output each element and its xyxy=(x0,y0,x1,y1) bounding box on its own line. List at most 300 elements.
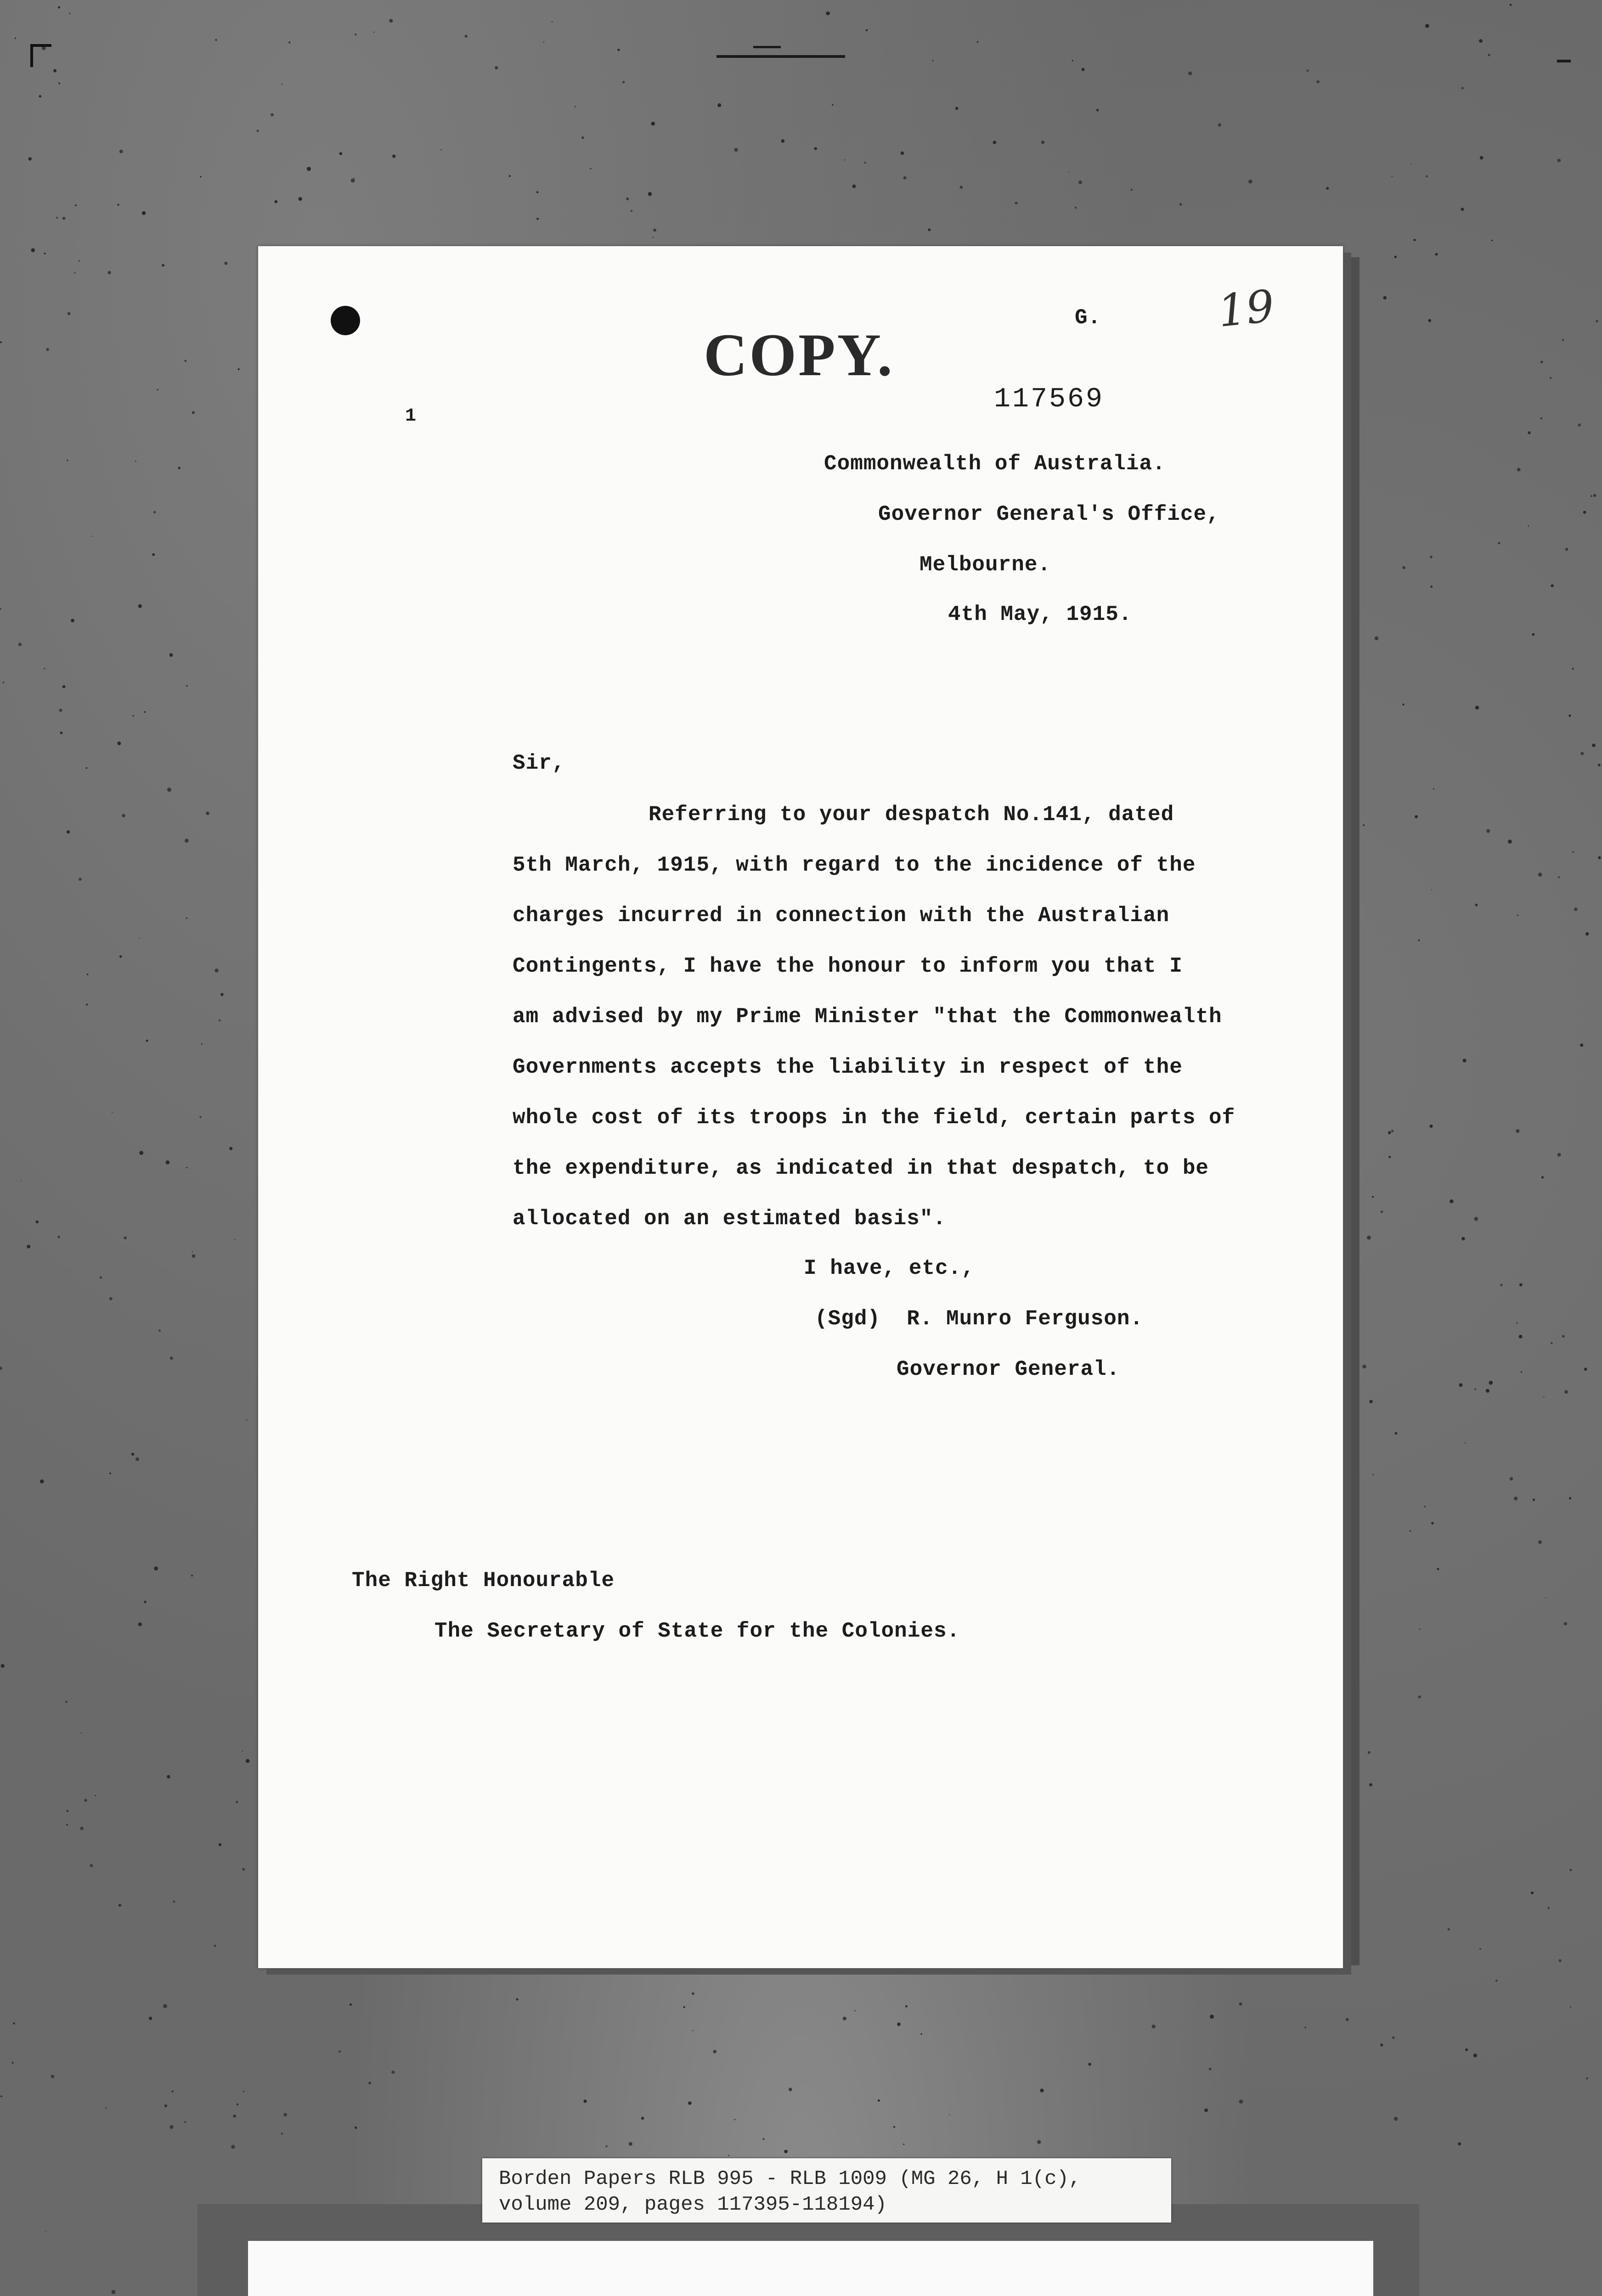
film-speck xyxy=(75,204,77,206)
film-speck xyxy=(144,1601,146,1603)
film-speck xyxy=(118,1904,121,1907)
film-mark xyxy=(753,46,781,48)
film-speck xyxy=(191,1575,193,1577)
film-speck xyxy=(214,968,218,972)
film-speck xyxy=(1210,2015,1214,2019)
film-speck xyxy=(1508,839,1512,844)
film-speck xyxy=(1041,141,1045,144)
film-speck xyxy=(864,162,866,163)
film-speck xyxy=(1,1664,5,1668)
date-line: 4th May, 1915. xyxy=(948,602,1132,626)
film-speck xyxy=(355,34,357,35)
film-speck xyxy=(117,742,121,745)
film-speck xyxy=(626,197,629,200)
film-speck xyxy=(158,1329,161,1332)
film-speck xyxy=(79,878,81,881)
film-speck xyxy=(590,168,591,169)
film-speck xyxy=(149,2017,152,2020)
film-speck xyxy=(622,81,625,83)
film-speck xyxy=(852,185,856,188)
film-speck xyxy=(146,1040,148,1042)
film-speck xyxy=(169,653,173,657)
film-mark xyxy=(716,55,845,58)
film-speck xyxy=(131,1453,134,1456)
film-speck xyxy=(1572,668,1574,670)
film-speck xyxy=(108,271,111,274)
film-speck xyxy=(1473,2054,1477,2057)
film-speck xyxy=(1474,1217,1478,1221)
film-speck xyxy=(44,253,46,254)
film-speck xyxy=(338,2050,341,2053)
film-speck xyxy=(392,155,395,158)
film-speck xyxy=(1580,752,1584,755)
film-speck xyxy=(509,175,511,177)
sheet-shadow xyxy=(1343,257,1359,1965)
film-speck xyxy=(200,1116,202,1118)
film-speck xyxy=(91,536,92,537)
film-speck xyxy=(59,709,62,712)
film-speck xyxy=(1565,548,1568,551)
film-speck xyxy=(692,1992,694,1995)
film-speck xyxy=(581,136,584,139)
film-speck xyxy=(1551,584,1554,587)
film-speck xyxy=(186,1167,187,1168)
film-speck xyxy=(1410,1530,1411,1532)
film-speck xyxy=(605,2145,607,2147)
film-speck xyxy=(1096,109,1099,112)
film-speck xyxy=(1598,764,1601,766)
film-speck xyxy=(1204,2109,1208,2112)
folio-number: 19 xyxy=(1215,280,1277,338)
film-speck xyxy=(58,82,60,84)
film-speck xyxy=(100,1276,102,1278)
film-speck xyxy=(1037,2140,1041,2144)
film-speck xyxy=(21,1181,22,1182)
film-speck xyxy=(167,788,171,792)
film-speck xyxy=(1394,256,1397,258)
film-speck xyxy=(993,141,997,144)
film-speck xyxy=(1179,203,1182,206)
film-speck xyxy=(1574,907,1577,911)
film-speck xyxy=(1532,633,1535,636)
film-speck xyxy=(53,69,56,72)
film-speck xyxy=(214,1945,216,1947)
film-speck xyxy=(955,107,959,110)
film-speck xyxy=(246,1759,250,1763)
film-speck xyxy=(1465,2048,1468,2051)
film-speck xyxy=(1424,1506,1426,1508)
film-speck xyxy=(1591,495,1592,497)
film-speck xyxy=(3,682,5,684)
film-speck xyxy=(1383,296,1387,300)
film-speck xyxy=(57,1236,60,1238)
film-speck xyxy=(271,113,274,117)
film-speck xyxy=(905,2005,908,2008)
film-speck xyxy=(960,186,963,189)
film-speck xyxy=(69,13,70,14)
film-speck xyxy=(516,1998,519,2001)
film-speck xyxy=(40,1480,44,1484)
film-speck xyxy=(351,179,355,183)
reference-caption xyxy=(482,2158,1171,2223)
film-speck xyxy=(138,1622,142,1626)
film-speck xyxy=(1218,123,1221,126)
film-speck xyxy=(144,711,146,713)
film-speck xyxy=(167,1775,170,1778)
film-speck xyxy=(1015,202,1018,204)
film-speck xyxy=(122,814,125,817)
film-speck xyxy=(583,2099,587,2103)
film-speck xyxy=(238,368,240,370)
film-speck xyxy=(117,204,119,206)
corner-crop-mark xyxy=(30,44,51,67)
film-speck xyxy=(1486,829,1490,833)
film-speck xyxy=(246,1419,248,1421)
film-speck xyxy=(224,262,227,265)
film-speck xyxy=(495,66,498,69)
film-speck xyxy=(1239,2003,1242,2006)
film-speck xyxy=(15,37,17,39)
film-speck xyxy=(1375,636,1379,641)
film-speck xyxy=(80,1827,83,1830)
film-speck xyxy=(1547,1907,1550,1909)
film-speck xyxy=(1078,180,1082,184)
film-speck xyxy=(1239,2099,1243,2104)
film-speck xyxy=(1557,1153,1561,1157)
film-speck xyxy=(575,106,576,107)
film-speck xyxy=(1369,1400,1372,1403)
film-speck xyxy=(1495,1980,1498,1982)
film-speck xyxy=(1326,187,1329,190)
film-speck xyxy=(185,360,187,362)
film-speck xyxy=(631,210,632,212)
caption-line: Borden Papers RLB 995 - RLB 1009 (MG 26, H 1(c), xyxy=(499,2167,1081,2190)
film-speck xyxy=(1403,703,1405,705)
film-speck xyxy=(1572,851,1574,853)
film-speck xyxy=(1437,1568,1439,1570)
film-speck xyxy=(1500,1284,1502,1286)
film-speck xyxy=(27,1245,30,1249)
film-speck xyxy=(1541,1176,1544,1178)
film-speck xyxy=(1558,876,1560,878)
film-speck xyxy=(39,95,41,97)
film-speck xyxy=(164,2105,167,2107)
film-speck xyxy=(1369,1783,1372,1786)
film-speck xyxy=(1598,856,1601,859)
film-speck xyxy=(354,178,355,179)
body-line: Referring to your despatch No.141, dated xyxy=(649,803,1174,827)
film-speck xyxy=(1479,1948,1481,1950)
film-speck xyxy=(1431,1522,1434,1525)
film-speck xyxy=(243,2091,244,2092)
film-speck xyxy=(124,1237,126,1239)
film-speck xyxy=(62,217,66,220)
film-speck xyxy=(1521,1371,1522,1373)
addressee-line: The Secretary of State for the Colonies. xyxy=(434,1619,960,1643)
film-speck xyxy=(1448,1928,1450,1930)
film-speck xyxy=(1075,207,1077,208)
film-speck xyxy=(903,176,907,180)
film-speck xyxy=(651,122,655,126)
film-speck xyxy=(66,1810,68,1812)
copy-stamp: COPY. xyxy=(704,321,894,388)
film-speck xyxy=(163,2004,167,2008)
film-speck xyxy=(1305,2027,1306,2028)
film-speck xyxy=(1538,872,1542,877)
film-speck xyxy=(119,150,123,153)
body-line: allocated on an estimated basis". xyxy=(513,1207,946,1231)
film-speck xyxy=(215,39,217,41)
film-speck xyxy=(132,715,134,717)
film-speck xyxy=(1082,68,1085,71)
film-speck xyxy=(1392,176,1393,177)
film-speck xyxy=(1533,1499,1535,1501)
film-speck xyxy=(95,1795,96,1796)
film-speck xyxy=(231,2145,235,2149)
body-line: whole cost of its troops in the field, certain parts of xyxy=(513,1106,1235,1130)
film-speck xyxy=(105,2107,107,2109)
film-speck xyxy=(233,2115,236,2118)
film-speck xyxy=(734,2119,735,2120)
film-speck xyxy=(184,2121,186,2123)
film-speck xyxy=(237,2104,238,2105)
film-speck xyxy=(928,228,931,231)
film-speck xyxy=(60,732,63,734)
body-line: am advised by my Prime Minister "that the Commonwealth xyxy=(513,1005,1222,1029)
punch-hole xyxy=(331,306,360,335)
film-speck xyxy=(1428,319,1431,322)
addressee-line: The Right Honourable xyxy=(352,1569,615,1593)
film-speck xyxy=(1461,87,1464,89)
body-line: Contingents, I have the honour to inform you that I xyxy=(513,954,1183,978)
film-speck xyxy=(229,1147,232,1150)
film-speck xyxy=(1463,1059,1467,1063)
film-speck xyxy=(1367,1236,1371,1240)
film-speck xyxy=(1209,2068,1212,2071)
film-speck xyxy=(109,1297,113,1300)
film-speck xyxy=(170,1356,173,1360)
film-speck xyxy=(1433,788,1434,789)
film-speck xyxy=(728,2155,729,2156)
film-speck xyxy=(1519,1283,1523,1286)
film-speck xyxy=(186,685,187,687)
caption-line: volume 209, pages 117395-118194) xyxy=(499,2193,887,2216)
film-speck xyxy=(949,2114,950,2115)
film-speck xyxy=(31,248,35,253)
film-speck xyxy=(878,2099,880,2102)
film-speck xyxy=(45,2231,46,2232)
film-speck xyxy=(1431,889,1432,890)
film-speck xyxy=(1538,1540,1542,1544)
film-speck xyxy=(1540,417,1542,420)
film-speck xyxy=(1413,239,1416,241)
film-speck xyxy=(74,272,76,274)
film-speck xyxy=(1418,1695,1421,1698)
film-speck xyxy=(1580,1043,1583,1047)
film-speck xyxy=(1583,511,1586,514)
film-speck xyxy=(1372,1196,1374,1198)
film-speck xyxy=(1578,423,1581,426)
film-speck xyxy=(0,608,1,610)
film-speck xyxy=(169,2125,173,2129)
film-speck xyxy=(139,938,140,939)
film-speck xyxy=(51,2075,54,2078)
film-speck xyxy=(86,767,88,769)
film-speck xyxy=(1510,4,1512,6)
film-speck xyxy=(641,2117,644,2120)
film-speck xyxy=(1394,2117,1398,2121)
film-speck xyxy=(1584,1367,1587,1371)
film-speck xyxy=(781,139,785,143)
film-speck xyxy=(1188,72,1192,75)
film-speck xyxy=(192,411,195,414)
film-speck xyxy=(1040,2088,1044,2092)
film-speck xyxy=(1596,320,1598,322)
film-speck xyxy=(1550,377,1552,379)
film-speck xyxy=(67,830,70,833)
film-speck xyxy=(1559,1959,1562,1962)
film-speck xyxy=(648,192,652,196)
film-speck xyxy=(71,619,74,623)
film-speck xyxy=(1316,80,1320,84)
letter-marker: G. xyxy=(1075,306,1101,330)
film-speck xyxy=(1528,525,1529,527)
film-speck xyxy=(67,460,68,461)
film-speck xyxy=(921,2033,922,2035)
film-speck xyxy=(0,2095,2,2097)
film-speck xyxy=(1380,2043,1383,2046)
film-speck xyxy=(1346,2018,1349,2021)
signature: (Sgd) R. Munro Ferguson. xyxy=(815,1307,1144,1331)
film-speck xyxy=(1557,159,1561,162)
film-speck xyxy=(692,2030,693,2031)
film-speck xyxy=(1568,715,1571,717)
film-speck xyxy=(18,643,22,646)
film-speck xyxy=(154,1566,158,1570)
film-speck xyxy=(0,341,2,343)
film-speck xyxy=(1402,566,1405,569)
film-speck xyxy=(652,236,654,238)
film-speck xyxy=(62,685,66,688)
body-line: the expenditure, as indicated in that despatch, to be xyxy=(513,1156,1209,1180)
film-speck xyxy=(1517,468,1521,472)
film-speck xyxy=(1388,1131,1391,1134)
film-speck xyxy=(845,159,846,160)
film-speck xyxy=(1362,1365,1366,1368)
film-speck xyxy=(86,1003,88,1006)
film-speck xyxy=(178,467,181,469)
film-speck xyxy=(200,176,201,177)
film-speck xyxy=(153,511,156,513)
film-speck xyxy=(1068,171,1069,172)
film-speck xyxy=(275,200,278,203)
film-speck xyxy=(1430,556,1433,558)
film-speck xyxy=(536,218,539,220)
body-line: 5th March, 1915, with regard to the incidence of the xyxy=(513,853,1196,877)
film-speck xyxy=(854,2010,856,2012)
film-speck xyxy=(688,2101,692,2105)
body-line: Governments accepts the liability in respect of the xyxy=(513,1055,1183,1079)
film-speck xyxy=(465,35,468,38)
film-speck xyxy=(307,167,311,171)
film-speck xyxy=(1419,1628,1421,1630)
body-line: charges incurred in connection with the Australian xyxy=(513,904,1170,928)
film-speck xyxy=(1540,360,1543,363)
film-speck xyxy=(68,312,71,315)
film-speck xyxy=(220,993,224,996)
film-speck xyxy=(186,917,187,919)
film-speck xyxy=(1551,1342,1552,1344)
film-speck xyxy=(389,19,393,23)
film-speck xyxy=(46,348,49,351)
film-speck xyxy=(119,955,122,958)
film-speck xyxy=(281,2133,283,2134)
address-line: Melbourne. xyxy=(919,553,1051,577)
film-speck xyxy=(28,157,31,160)
film-speck xyxy=(282,84,283,85)
film-speck xyxy=(242,1750,243,1751)
film-speck xyxy=(173,1901,175,1903)
film-speck xyxy=(162,264,164,267)
film-speck xyxy=(1569,1497,1571,1499)
film-speck xyxy=(1152,2025,1156,2028)
film-speck xyxy=(653,229,656,232)
film-speck xyxy=(1131,189,1133,191)
film-speck xyxy=(236,1801,238,1803)
letter-sheet xyxy=(258,246,1343,1968)
film-speck xyxy=(832,104,834,106)
film-speck xyxy=(192,1251,193,1253)
film-speck xyxy=(1475,706,1479,709)
film-speck xyxy=(1426,175,1428,178)
film-speck xyxy=(1465,1442,1466,1443)
film-speck xyxy=(683,2006,685,2008)
film-speck xyxy=(66,1824,68,1826)
film-speck xyxy=(157,389,158,390)
film-speck xyxy=(1430,585,1433,588)
film-speck xyxy=(391,2071,395,2074)
film-speck xyxy=(1479,39,1483,43)
film-speck xyxy=(171,2090,174,2093)
film-speck xyxy=(65,1701,68,1703)
film-speck xyxy=(58,6,60,9)
film-speck xyxy=(1418,940,1420,941)
film-speck xyxy=(977,41,979,43)
film-speck xyxy=(56,217,58,219)
film-speck xyxy=(1461,1237,1465,1241)
film-speck xyxy=(288,41,290,43)
film-speck xyxy=(135,461,136,462)
film-speck xyxy=(1450,1199,1453,1203)
film-speck xyxy=(339,152,343,155)
film-speck xyxy=(1381,1210,1383,1213)
film-speck xyxy=(1516,1129,1519,1133)
film-speck xyxy=(843,2017,846,2020)
film-speck xyxy=(109,1473,111,1474)
film-speck xyxy=(1392,2037,1395,2039)
film-speck xyxy=(1488,54,1490,56)
film-speck xyxy=(1461,208,1464,211)
film-speck xyxy=(713,2050,716,2053)
margin-mark: 1 xyxy=(405,406,417,427)
film-speck xyxy=(1248,180,1252,184)
film-speck xyxy=(1514,1497,1517,1500)
film-speck xyxy=(552,21,553,22)
signatory-title: Governor General. xyxy=(897,1357,1120,1381)
salutation: Sir, xyxy=(513,751,565,775)
film-speck xyxy=(763,2138,765,2140)
film-speck xyxy=(1562,339,1564,341)
